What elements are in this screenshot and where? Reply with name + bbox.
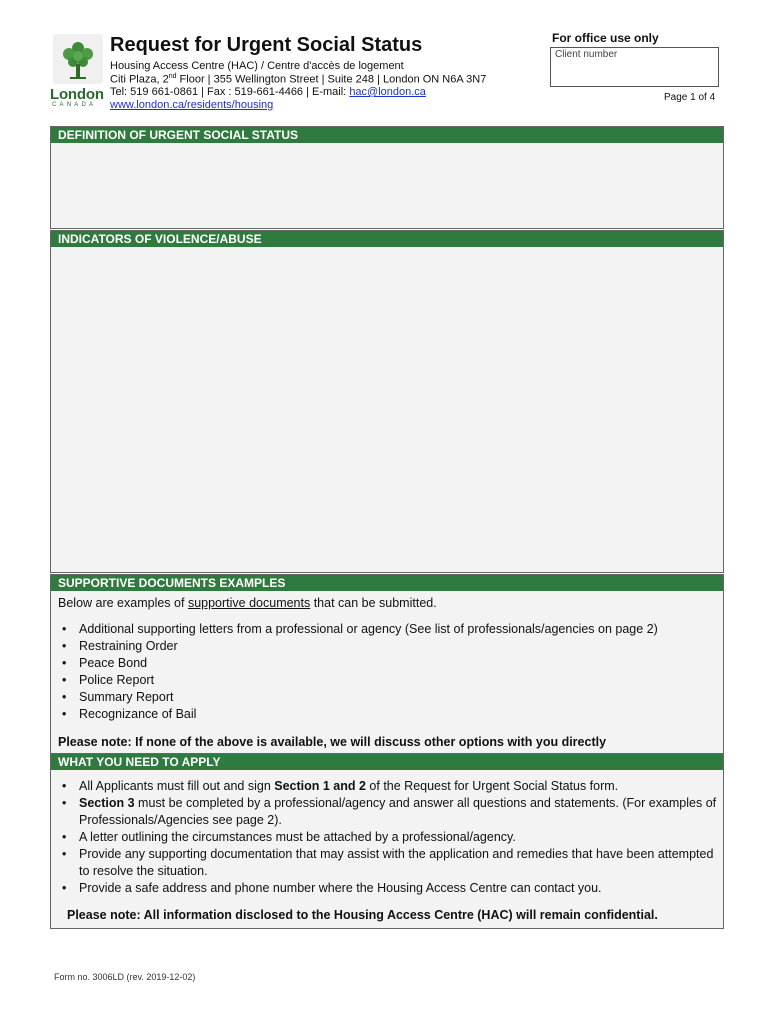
office-address: Citi Plaza, 2nd Floor | 355 Wellington Street | Suite 248 | London ON N6A 3N7 xyxy=(110,73,487,86)
bullet-icon: • xyxy=(62,690,67,704)
logo-subtitle: CANADA xyxy=(52,102,97,108)
apply-item: Provide a safe address and phone number where the Housing Access Centre can contact you. xyxy=(79,881,602,895)
bullet-icon: • xyxy=(62,779,67,793)
supportive-header: SUPPORTIVE DOCUMENTS EXAMPLES xyxy=(51,575,723,591)
form-number: Form no. 3006LD (rev. 2019-12-02) xyxy=(54,972,196,982)
indicators-body[interactable] xyxy=(51,247,723,572)
office-contact: Tel: 519 661-0861 | Fax : 519-661-4466 | E-mail: hac@london.ca xyxy=(110,86,426,98)
supportive-intro: Below are examples of supportive documents that can be submitted. xyxy=(58,596,437,610)
website-link[interactable]: www.london.ca/residents/housing xyxy=(110,99,274,111)
indicators-header: INDICATORS OF VIOLENCE/ABUSE xyxy=(51,231,723,247)
apply-item: A letter outlining the circumstances must be attached by a professional/agency. xyxy=(79,830,516,844)
client-number-label: Client number xyxy=(555,49,618,60)
bullet-icon: • xyxy=(62,639,67,653)
supportive-item: Peace Bond xyxy=(79,656,148,670)
city-logo xyxy=(50,34,106,110)
logo-wordmark: London xyxy=(50,86,104,103)
office-use-label: For office use only xyxy=(552,31,659,45)
website-line xyxy=(110,99,273,111)
supportive-item: Summary Report xyxy=(79,690,174,704)
email-link[interactable]: hac@london.ca xyxy=(349,86,426,98)
supportive-item: Recognizance of Bail xyxy=(79,707,197,721)
supportive-item: Restraining Order xyxy=(79,639,178,653)
apply-item: Provide any supporting documentation that may assist with the application and remedies that have been attempted to resolve the situation. xyxy=(79,847,714,878)
bullet-icon: • xyxy=(62,847,67,861)
form-title: Request for Urgent Social Status xyxy=(110,34,423,56)
supportive-note: Please note: If none of the above is available, we will discuss other options with you directly xyxy=(58,735,607,749)
apply-header: WHAT YOU NEED TO APPLY xyxy=(51,754,723,770)
client-number-field[interactable] xyxy=(550,47,719,87)
bullet-icon: • xyxy=(62,673,67,687)
supportive-item: Police Report xyxy=(79,673,155,687)
definition-body[interactable] xyxy=(51,143,723,228)
apply-item: Section 3 must be completed by a professional/agency and answer all questions and statements. (For examples of Professionals/Agencies see page 2). xyxy=(79,796,717,827)
bullet-icon: • xyxy=(62,707,67,721)
apply-item: All Applicants must fill out and sign Section 1 and 2 of the Request for Urgent Social Status form. xyxy=(79,779,619,793)
definition-header: DEFINITION OF URGENT SOCIAL STATUS xyxy=(51,127,723,143)
bullet-icon: • xyxy=(62,656,67,670)
confidentiality-note: Please note: All information disclosed to the Housing Access Centre (HAC) will remain confidential. xyxy=(67,908,658,922)
tree-icon xyxy=(53,34,103,84)
supportive-item: Additional supporting letters from a professional or agency (See list of professionals/agencies on page 2) xyxy=(79,622,658,636)
office-name: Housing Access Centre (HAC) / Centre d'accès de logement xyxy=(110,60,404,72)
bullet-icon: • xyxy=(62,796,67,810)
bullet-icon: • xyxy=(62,830,67,844)
page-number: Page 1 of 4 xyxy=(664,92,716,103)
bullet-icon: • xyxy=(62,622,67,636)
bullet-icon: • xyxy=(62,881,67,895)
